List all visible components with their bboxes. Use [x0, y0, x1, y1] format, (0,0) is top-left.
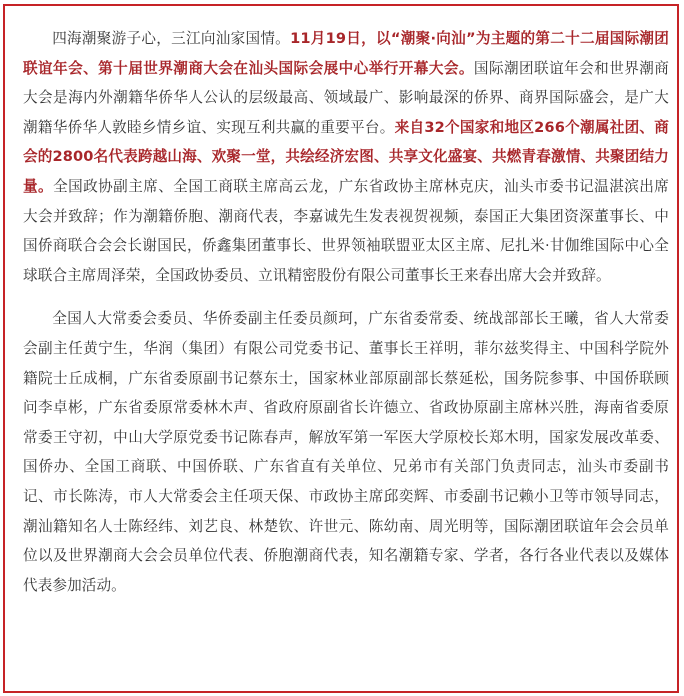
event-highlight: 11月19日，以“潮聚·向汕”为主题的第二十二届国际潮团联谊年会、第十届世界潮商大会在汕头国际会展中心举行开幕大会。 — [23, 30, 669, 77]
guest-speakers: 全国政协副主席、全国工商联主席高云龙，广东省政协主席林克庆，汕头市委书记温湛滨出席大会并致辞；作为潮籍侨胞、潮商代表，李嘉诚先生发表视贺视频，泰国正大集团资深董事长、中国侨商联合会会长谢国民，侨鑫集团董事长、世界领袖联盟亚太区主席、尼扎米·甘伽维国际中心全球联合主席周泽荣，全国政协委员、立讯精密股份有限公司董事长王来春出席大会并致辞。 — [23, 177, 669, 284]
attendance-highlight: 来自32个国家和地区266个潮属社团、商会的2800名代表跨越山海、欢聚一堂，共绘经济宏图、共享文化盛宴、共燃青春激情、共聚团结力量。 — [23, 118, 669, 195]
event-description: 国际潮团联谊年会和世界潮商大会是海内外潮籍华侨华人公认的层级最高、领域最广、影响最深的侨界、商界国际盛会，是广大潮籍华侨华人敦睦乡情乡谊、实现互利共赢的重要平台。 — [23, 59, 669, 136]
paragraph-opening — [23, 24, 669, 290]
opening-sentence: 四海潮聚游子心，三江向汕家国情。 — [52, 30, 291, 47]
article-frame — [3, 4, 679, 693]
paragraph-attendees: 全国人大常委会委员、华侨委副主任委员颜珂，广东省委常委、统战部部长王曦，省人大常委会副主任黄宁生，华润（集团）有限公司党委书记、董事长王祥明，菲尔兹奖得主、中国科学院外籍院士丘成桐，广东省委原副书记蔡东士，国家林业部原副部长蔡延松，国务院参事、中国侨联顾问李卓彬，广东省委原常委林木声、省政府原副省长许德立、省政协原副主席林兴胜，海南省委原常委王守初，中山大学原党委书记陈春声，解放军第一军医大学原校长郑木明，国家发展改革委、国侨办、全国工商联、中国侨联、广东省直有关单位、兄弟市有关部门负责同志，汕头市委副书记、市长陈涛，市人大常委会主任项天保、市政协主席邱奕辉、市委副书记赖小卫等市领导同志，潮汕籍知名人士陈经纬、刘艺良、林楚钦、许世元、陈幼南、周光明等，国际潮团联谊年会会员单位以及世界潮商大会会员单位代表、侨胞潮商代表，知名潮籍专家、学者，各行各业代表以及媒体代表参加活动。 — [23, 310, 669, 594]
article-body — [23, 24, 669, 600]
